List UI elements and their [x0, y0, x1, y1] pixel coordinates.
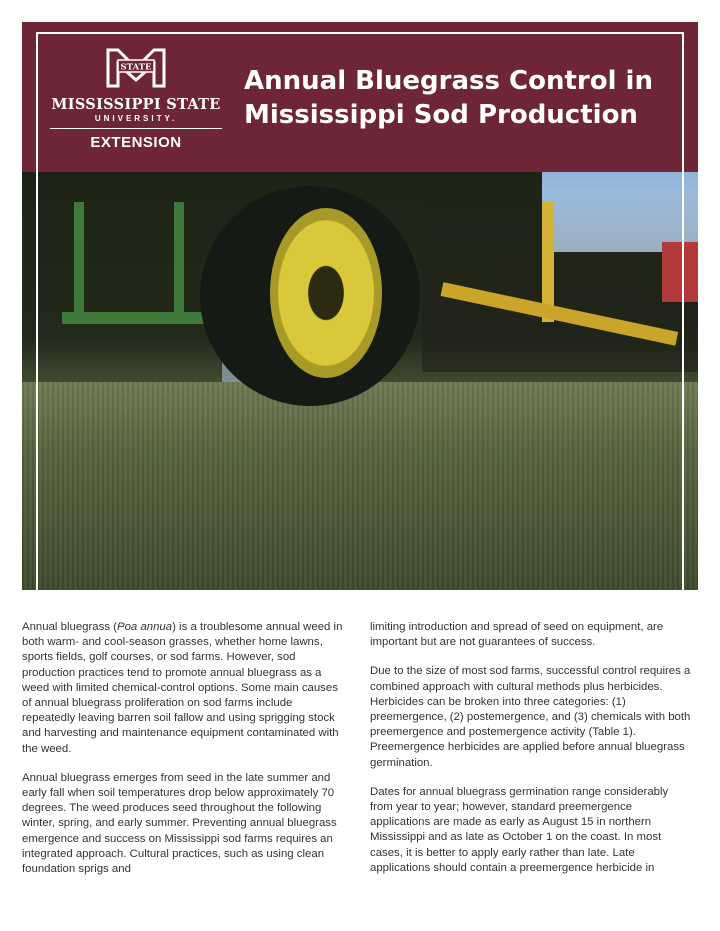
header-banner: [22, 22, 698, 172]
document-page: [22, 22, 698, 912]
paragraph: Dates for annual bluegrass germination range considerably from year to year; however, standard preemergence applications are made as early as August 15 in northern Mississippi and as late as October 1 on the coast. In most cases, it is better to apply early rather than late. Late applications should contain a preemergence herbicide in: [370, 785, 669, 874]
paragraph-text: Annual bluegrass (: [22, 621, 117, 633]
text-column-right: [370, 620, 692, 890]
paragraph: Due to the size of most sod farms, successful control requires a combined approach with cultural methods plus herbicides. Herbicides can be broken into three categories: (1) preemergence, (2) postemergence, and (3) chemicals with both preemergence and postemergence activity (Table 1). Preemergence herbicides are applied before annual bluegrass germination.: [370, 665, 691, 769]
paragraph: limiting introduction and spread of seed on equipment, are important but are not guarantees of success.: [370, 621, 664, 649]
logo-mark-text: STATE: [120, 62, 152, 73]
paragraph: Annual bluegrass emerges from seed in the late summer and early fall when soil temperatures drop below approximately 70 degrees. The weed produces seed throughout the following winter, spring, and early summer. Preventing annual bluegrass emergence and success on Mississippi sod farms requires an integrated approach. Cultural practices, such as using clean foundation sprigs and: [22, 771, 337, 876]
page-title: [244, 64, 684, 132]
title-line-1: Annual Bluegrass Control in: [244, 66, 653, 96]
paragraph-text: ) is a troublesome annual weed in both warm- and cool-season grasses, whether home lawns, sports fields, golf courses, or sod farms. However, sod production practices tend to promote annual bluegrass as a weed with limited chemical-control options. Some main causes of annual bluegrass proliferation on sod farms include repeatedly leaving barren soil fallow and using sprigging stock and harvesting and maintenance equipment contaminated with the weed.: [22, 621, 343, 755]
photo-wheel-rim: [270, 208, 382, 378]
scientific-name: Poa annua: [116, 621, 173, 633]
photo-green-frame: [74, 202, 184, 322]
logo-university-word: UNIVERSITY.: [94, 114, 178, 123]
msu-extension-logo: [46, 44, 226, 156]
paragraph: [22, 620, 344, 757]
photo-red-panel: [662, 242, 698, 302]
title-line-2: Mississippi Sod Production: [244, 100, 638, 130]
photo-machinery: [422, 192, 698, 372]
logo-university-name: MISSISSIPPI STATE: [51, 96, 221, 113]
logo-divider: [50, 128, 222, 129]
photo-grass: [22, 382, 698, 590]
photo-green-bar: [62, 312, 222, 324]
logo-extension-word: EXTENSION: [90, 134, 182, 151]
text-column-left: [22, 620, 344, 891]
msu-m-logo-icon: [104, 46, 168, 88]
cover-photo-tractor-on-sod: [22, 172, 698, 590]
